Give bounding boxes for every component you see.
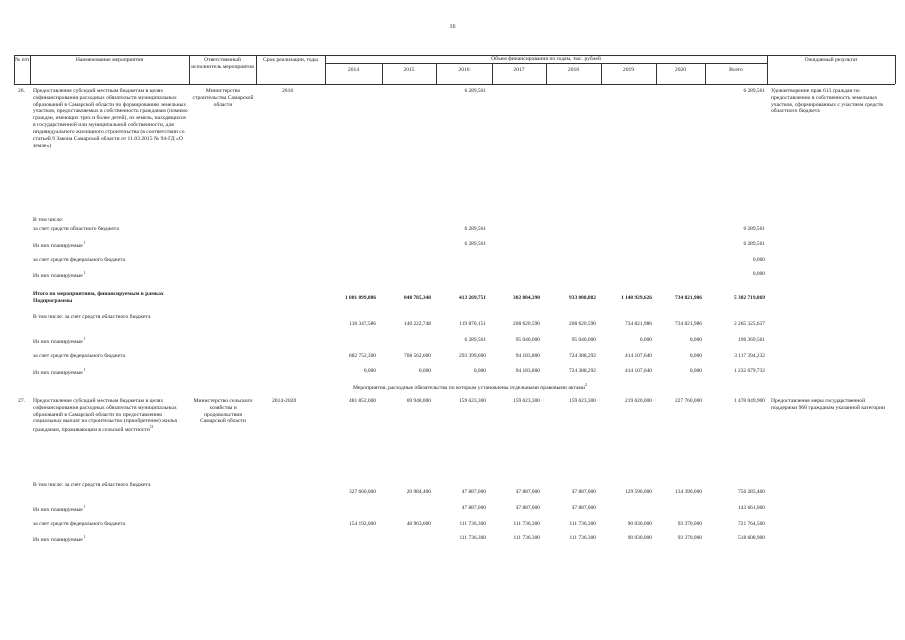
value-cell: 6 289,561 bbox=[743, 226, 765, 232]
row26-name: Предоставление субсидий местным бюджетам в целях софинансирования расходных обязательств муниципальных образований в Самарской области по формированию земельных участков, предоставляемых в собственность гражданам (помимо граждан, имеющих трех и более детей), из земель, находящихся в государственной или муниципальной собственности, для индивидуального жилищного строительства (в соответствии со статьей 9 Закона Самарской области от 11.03.2015 № 94-ГД «О земле») bbox=[33, 88, 188, 149]
value-cell: 734 821,986 bbox=[625, 321, 652, 327]
sub-row-label-text: Из них планируемые bbox=[33, 338, 83, 345]
sub-row-label-text: Из них планируемые bbox=[33, 536, 83, 543]
value-cell: 219 620,000 bbox=[625, 398, 652, 404]
header-name: Наименование мероприятия bbox=[75, 57, 144, 63]
value-cell: 47 887,000 bbox=[571, 489, 596, 495]
header-year-2018: 2018 bbox=[567, 67, 580, 73]
value-cell: 143 661,000 bbox=[738, 505, 765, 511]
row27-term: 2014-2020 bbox=[272, 398, 297, 404]
value-cell: 3 117 394,232 bbox=[734, 353, 765, 359]
value-cell: 327 660,000 bbox=[349, 489, 376, 495]
footnote-marker: 1 bbox=[82, 534, 86, 539]
header-executor: Ответственный исполнитель мероприятия bbox=[191, 57, 254, 70]
value-cell: 6 289,561 bbox=[464, 337, 486, 343]
value-cell: 119 870,151 bbox=[459, 321, 486, 327]
value-cell: 93 370,000 bbox=[677, 535, 702, 541]
value-cell: 227 760,000 bbox=[675, 398, 702, 404]
value-cell: 414 107,640 bbox=[625, 353, 652, 359]
value-cell: 5 382 719,869 bbox=[734, 295, 765, 301]
value-cell: 20 984,400 bbox=[406, 489, 431, 495]
value-cell: 47 887,000 bbox=[515, 505, 540, 511]
value-cell: 724 388,292 bbox=[569, 353, 596, 359]
sub-row-label-text: В том числе: bbox=[33, 217, 64, 223]
value-cell: 47 887,000 bbox=[461, 489, 486, 495]
row26-term: 2016 bbox=[282, 88, 294, 94]
value-cell: 47 887,000 bbox=[461, 505, 486, 511]
value-cell: 196 369,561 bbox=[738, 337, 765, 343]
value-cell: 129 590,000 bbox=[625, 489, 652, 495]
value-cell: 95 040,000 bbox=[515, 337, 540, 343]
row27-number: 27. bbox=[18, 398, 25, 404]
header-bottom-border bbox=[14, 84, 895, 85]
value-cell: 0,000 bbox=[639, 337, 652, 343]
value-cell: 0,000 bbox=[418, 368, 431, 374]
value-cell: 302 804,390 bbox=[513, 295, 540, 301]
value-cell: 882 752,300 bbox=[349, 353, 376, 359]
sub-row-label-text: Из них планируемые bbox=[33, 369, 83, 376]
sub-row-label bbox=[33, 505, 193, 514]
value-cell: 94 183,800 bbox=[515, 368, 540, 374]
value-cell: 6 289,561 bbox=[464, 241, 486, 247]
value-cell: 47 887,000 bbox=[515, 489, 540, 495]
sub-row-label-text: за счет средств федерального бюджета bbox=[33, 257, 126, 263]
value-cell: 0,000 bbox=[689, 353, 702, 359]
value-cell: 293 399,600 bbox=[459, 353, 486, 359]
total-label: Итого по мероприятиям, финансируемым в рамках Подпрограммы bbox=[33, 291, 164, 304]
value-cell: 933 008,882 bbox=[569, 295, 596, 301]
sub-row-label-text: Из них планируемые bbox=[33, 272, 83, 279]
value-cell: 111 736,300 bbox=[459, 535, 486, 541]
sub-row-label bbox=[33, 241, 193, 250]
footnote-marker: 1 bbox=[82, 240, 86, 245]
section-title-footnote: 2 bbox=[584, 382, 587, 387]
value-cell: 734 821,986 bbox=[675, 295, 702, 301]
value-cell: 69 948,000 bbox=[406, 398, 431, 404]
header-year-2016: 2016 bbox=[458, 67, 470, 73]
value-cell: 1 001 099,886 bbox=[345, 295, 376, 301]
page-number: 16 bbox=[449, 24, 456, 30]
value-cell: 154 192,000 bbox=[349, 521, 376, 527]
sub-row-label-text: за счет средств областного бюджета bbox=[33, 226, 119, 232]
value-cell: 756 285,400 bbox=[738, 489, 765, 495]
value-cell: 208 620,590 bbox=[513, 321, 540, 327]
value-cell: 724 388,292 bbox=[569, 368, 596, 374]
value-cell: 481 852,000 bbox=[349, 398, 376, 404]
header-number: № п/п bbox=[14, 57, 30, 63]
value-cell: 159 623,300 bbox=[513, 398, 540, 404]
value-cell: 140 222,748 bbox=[404, 321, 431, 327]
value-cell: 721 764,500 bbox=[738, 521, 765, 527]
header-year-2014: 2014 bbox=[347, 67, 360, 73]
value-cell: 6 289,561 bbox=[743, 88, 765, 94]
value-cell: 93 370,000 bbox=[677, 521, 702, 527]
value-cell: 708 562,600 bbox=[404, 353, 431, 359]
header-funding: Объем финансирования по годам, тыс. рублей bbox=[491, 56, 601, 62]
sub-row-label bbox=[33, 535, 193, 544]
sub-row-label bbox=[33, 226, 193, 233]
value-cell: 118 347,586 bbox=[349, 321, 376, 327]
value-cell: 134 390,000 bbox=[675, 489, 702, 495]
value-cell: 1 148 929,626 bbox=[621, 295, 652, 301]
row27-result: Предоставление меры государственной поддержки 968 гражданам указанной категории bbox=[771, 398, 885, 411]
value-cell: 2 265 325,637 bbox=[734, 321, 765, 327]
value-cell: 0,000 bbox=[363, 368, 376, 374]
value-cell: 90 030,000 bbox=[627, 521, 652, 527]
sub-row-label-text: В том числе: за счет средств областного бюджета bbox=[33, 482, 151, 488]
value-cell: 6 289,561 bbox=[464, 226, 486, 232]
value-cell: 734 821,986 bbox=[675, 321, 702, 327]
header-year-2020: 2020 bbox=[674, 67, 687, 73]
header-year-2015: 2015 bbox=[403, 67, 415, 73]
sub-row-label bbox=[33, 271, 193, 280]
value-cell: 414 107,640 bbox=[625, 368, 652, 374]
value-cell: 90 030,000 bbox=[627, 535, 652, 541]
row26-executor: Министерство строительства Самарской области bbox=[192, 88, 254, 108]
row26-result: Удовлетворение прав 613 граждан по предоставлению в собственность земельных участков, сформированных с участием средств областного бюджета bbox=[771, 88, 883, 115]
value-cell: 208 620,590 bbox=[569, 321, 596, 327]
value-cell: 518 608,900 bbox=[738, 535, 765, 541]
value-cell: 1 478 049,900 bbox=[734, 398, 765, 404]
sub-row-label bbox=[33, 482, 193, 489]
sub-row-label-text: Из них планируемые bbox=[33, 506, 83, 513]
value-cell: 159 623,300 bbox=[459, 398, 486, 404]
value-cell: 111 736,300 bbox=[569, 535, 596, 541]
sub-row-label bbox=[33, 368, 193, 377]
header-year-2017: 2017 bbox=[513, 67, 525, 73]
header-divider bbox=[895, 55, 896, 84]
row27-name-footnote: 11 bbox=[149, 424, 154, 430]
sub-row-label bbox=[33, 521, 193, 528]
footnote-marker: 1 bbox=[82, 367, 86, 372]
value-cell: 94 183,800 bbox=[515, 353, 540, 359]
sub-row-label-text: Из них планируемые bbox=[33, 242, 83, 249]
value-cell: 0,000 bbox=[473, 368, 486, 374]
section-title-text: Мероприятия, расходные обязательства по которым установлены отдельными правовыми актами bbox=[353, 384, 585, 391]
sub-row-label-text: за счет средств федерального бюджета bbox=[33, 353, 126, 359]
sub-row-label bbox=[33, 353, 193, 360]
value-cell: 6 289,561 bbox=[464, 88, 486, 94]
value-cell: 0,000 bbox=[689, 368, 702, 374]
sub-row-label bbox=[33, 257, 193, 264]
value-cell: 1 232 679,732 bbox=[734, 368, 765, 374]
value-cell: 111 736,300 bbox=[513, 535, 540, 541]
row27-name-text: Предоставление субсидий местным бюджетам в целях софинансирования расходных обязательств муниципальных образований в Самарской области по предоставлению социальных выплат на строительство (приобретение) жилья гражданам, проживающим в сельской местности bbox=[33, 398, 177, 434]
value-cell: 111 736,300 bbox=[513, 521, 540, 527]
value-cell: 47 887,000 bbox=[571, 505, 596, 511]
row27-executor: Министерство сельского хозяйства и продовольствия Самарской области bbox=[193, 398, 253, 425]
row26-number: 26. bbox=[18, 88, 25, 94]
value-cell: 413 269,751 bbox=[459, 295, 486, 301]
sub-row-label bbox=[33, 217, 193, 224]
header-year-total: Всего bbox=[729, 67, 743, 73]
footnote-marker: 1 bbox=[82, 336, 86, 341]
sub-row-label bbox=[33, 314, 193, 321]
value-cell: 848 785,348 bbox=[404, 295, 431, 301]
value-cell: 48 963,600 bbox=[406, 521, 431, 527]
value-cell: 159 623,300 bbox=[569, 398, 596, 404]
value-cell: 0,000 bbox=[752, 271, 765, 277]
value-cell: 111 736,300 bbox=[459, 521, 486, 527]
section-title bbox=[300, 383, 640, 392]
value-cell: 0,000 bbox=[752, 257, 765, 263]
footnote-marker: 1 bbox=[82, 270, 86, 275]
sub-row-label bbox=[33, 337, 193, 346]
value-cell: 95 040,000 bbox=[571, 337, 596, 343]
value-cell: 0,000 bbox=[689, 337, 702, 343]
header-result: Ожидаемый результат bbox=[804, 57, 858, 63]
value-cell: 6 289,561 bbox=[743, 241, 765, 247]
row27-name bbox=[33, 398, 183, 434]
sub-row-label-text: за счет средств федерального бюджета bbox=[33, 521, 126, 527]
footnote-marker: 1 bbox=[82, 504, 86, 509]
header-year-2019: 2019 bbox=[622, 67, 635, 73]
header-term: Срок реализации, годы bbox=[263, 57, 318, 63]
sub-row-label-text: В том числе: за счет средств областного бюджета bbox=[33, 314, 151, 320]
value-cell: 111 736,300 bbox=[569, 521, 596, 527]
